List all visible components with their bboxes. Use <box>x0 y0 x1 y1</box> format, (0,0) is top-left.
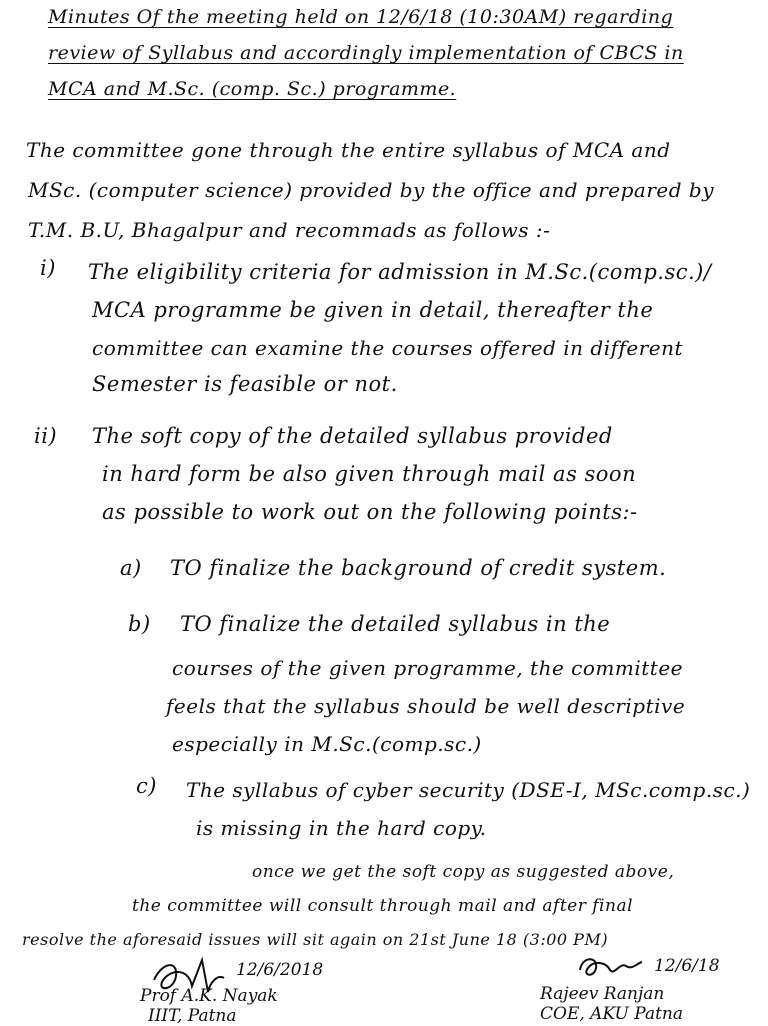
item-i-line-4: Semester is feasible or not. <box>92 372 398 396</box>
left-signature-date: 12/6/2018 <box>236 960 324 980</box>
subitem-a-marker: a) <box>120 556 142 580</box>
item-i-line-1: The eligibility criteria for admission in M.Sc.(comp.sc.)/ <box>88 260 712 284</box>
closing-line-1: once we get the soft copy as suggested above, <box>252 862 675 882</box>
item-i-line-3: committee can examine the courses offered in different <box>92 336 684 360</box>
right-signature-date: 12/6/18 <box>654 956 720 976</box>
subitem-b-line-4: especially in M.Sc.(comp.sc.) <box>172 732 482 756</box>
subitem-b-line-2: courses of the given programme, the committee <box>172 656 683 680</box>
subitem-b-marker: b) <box>128 612 151 636</box>
intro-line-1: The committee gone through the entire syllabus of MCA and <box>26 138 671 162</box>
right-signatory-org: COE, AKU Patna <box>540 1004 683 1024</box>
subitem-c-line-2: is missing in the hard copy. <box>196 816 487 840</box>
subitem-b-line-3: feels that the syllabus should be well descriptive <box>166 694 686 718</box>
item-ii-marker: ii) <box>34 424 58 448</box>
right-signature-scribble <box>576 952 646 982</box>
item-i-marker: i) <box>40 256 56 280</box>
minutes-title-line-3: MCA and M.Sc. (comp. Sc.) programme. <box>48 78 457 100</box>
item-ii-line-3: as possible to work out on the following points:- <box>102 500 638 524</box>
subitem-a-line-1: TO finalize the background of credit system. <box>170 556 667 580</box>
left-signatory-org: IIIT, Patna <box>148 1006 237 1026</box>
intro-line-3: T.M. B.U, Bhagalpur and recommads as follows :- <box>28 218 551 242</box>
right-signatory-name: Rajeev Ranjan <box>540 984 665 1004</box>
item-i-line-2: MCA programme be given in detail, thereafter the <box>92 298 654 322</box>
subitem-c-marker: c) <box>136 774 157 798</box>
minutes-title-line-2: review of Syllabus and accordingly implementation of CBCS in <box>48 42 684 64</box>
closing-line-2: the committee will consult through mail and after final <box>132 896 634 916</box>
closing-line-3: resolve the aforesaid issues will sit again on 21st June 18 (3:00 PM) <box>22 930 609 949</box>
item-ii-line-1: The soft copy of the detailed syllabus provided <box>92 424 613 448</box>
left-signatory-name: Prof A.K. Nayak <box>140 986 278 1006</box>
minutes-title-line-1: Minutes Of the meeting held on 12/6/18 (10:30AM) regarding <box>48 6 674 28</box>
intro-line-2: MSc. (computer science) provided by the office and prepared by <box>28 178 715 202</box>
item-ii-line-2: in hard form be also given through mail as soon <box>102 462 637 486</box>
subitem-b-line-1: TO finalize the detailed syllabus in the <box>180 612 611 636</box>
subitem-c-line-1: The syllabus of cyber security (DSE-I, MSc.comp.sc.) <box>186 778 751 802</box>
